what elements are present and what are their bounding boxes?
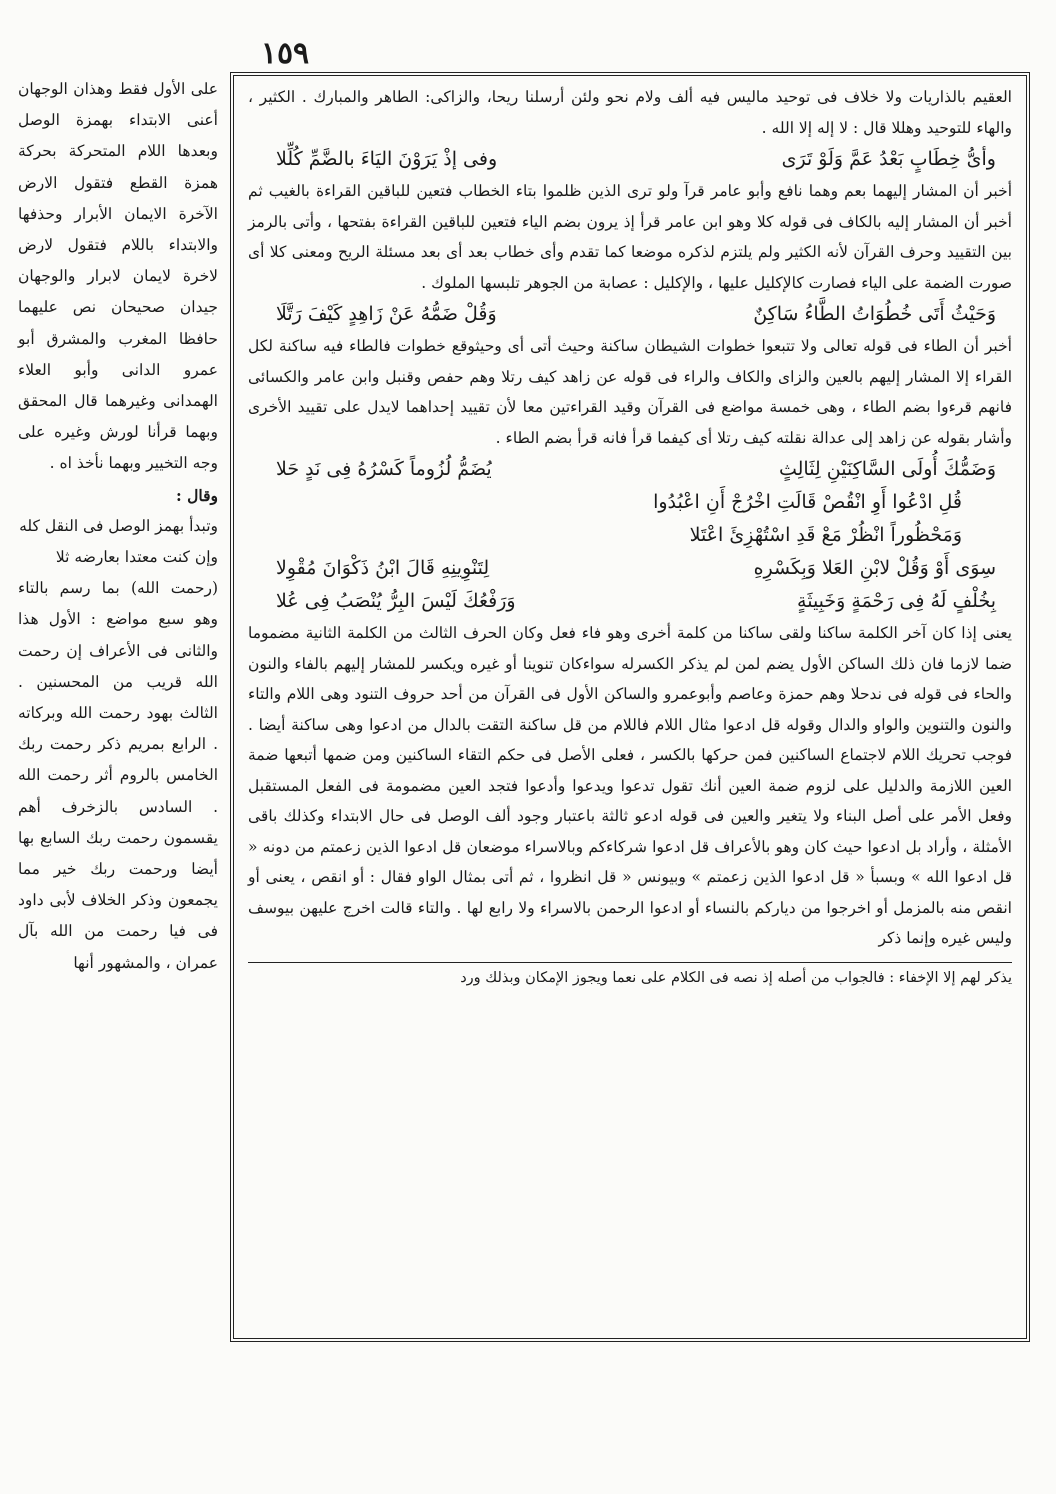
verse-hemistich-first: سِوَى أَوْ وَقُلْ لابْنِ العَلا وَبِكَسْرِهِ (753, 557, 996, 579)
body-paragraph: يعنى إذا كان آخر الكلمة ساكنا ولقى ساكنا من كلمة أخرى وهو فاء فعل وكان الحرف الثالث من الكلمة الثانية مضموما ضما لازما فان ذلك الساكن الأول يضم لمن لم يذكر الكسرله سواءكان تنوينا أو غيره ويكسر للمشار إليهم بالفاء والنون والحاء فى قوله فى ندحلا وهم حمزة وعاصم وأبوعمرو والساكن الأول فى القرآن من أحد حروف التنود وهى اللام والتاء والنون والتنوين والواو والدال وقوله قل ادعوا مثال اللام فاللام من قل ساكنة التقت بالدال من ادعوا وهى ساكنة أيضا . فوجب تحريك اللام لاجتماع الساكنين فمن حركها بالكسر ، فعلى الأصل فى حكم التقاء الساكنين ومن ضمها أتبعها ضمة العين اللازمة والدليل على لزوم ضمة العين أنك تقول تدعوا ويدعوا وأدعوا فتجد العين مضمومة فى الفعل المستقبل وفعل الأمر على أصل البناء ولا يتغير والعين فى قوله ادعو ثالثة باعتبار وجود ألف الوصل فى حال الابتداء وكذلك باقى الأمثلة ، وأراد بل ادعوا حيث كان وهو بالأعراف قل ادعوا شركاءكم وبالاسراء موضعان قل ادعوا الذين زعمتم من دونه « قل ادعوا الله » وبسبأ « قل ادعوا الذين زعمتم » وبيونس « قل انظروا ، ثم أتى بمثال الواو فقال : أو انقص ، يعنى أو انقص منه بالمزمل أو اخرجوا من دياركم بالنساء أو ادعوا الرحمن بالاسراء ولا رابع لها . والتاء قالت اخرج عليهن بيوسف وليس غيره وإنما ذكر (248, 624, 1012, 947)
main-text-frame (230, 72, 1030, 1342)
verse-hemistich-first: وَحَيْثُ أَتَى خُطُوَاتُ الطَّاءُ سَاكِنٌ (753, 303, 996, 325)
side-paragraph: على الأول فقط وهذان الوجهان أعنى الابتداء بهمزة الوصل وبعدها اللام المتحركة بحركة همزة القطع فتقول الارض الآخرة الايمان الأبرار وحذفها والابتداء باللام فتقول لارض لاخرة لايمان لابرار والوجهان جيدان صحيحان نص عليهما حافظا المغرب والمشرق أبو عمرو الدانى وأبو العلاء الهمدانى وغيرهما قال المحقق وبهما قرأنا لورش وغيره على وجه التخيير وبهما نأخذ اه . (18, 80, 218, 473)
side-verse: وإن كنت معتدا بعارضه ثلا (55, 548, 218, 567)
side-column (18, 74, 218, 979)
side-verse: وتبدأ بهمز الوصل فى النقل كله (19, 516, 218, 535)
side-paragraph: (رحمت الله) بما رسم بالتاء وهو سبع مواضع : الأول هذا والثانى فى الأعراف إن رحمت الله قريب من المحسنين . الثالث بهود رحمت الله وبركاته . الرابع بمريم ذكر رحمت ربك الخامس بالروم أثر رحمت الله . السادس بالزخرف أهم يقسمون رحمت ربك السابع بها أيضا ورحمت ربك خير مما يجمعون وذكر الخلاف لأبى داود فى فيا رحمت من الله بآل عمران ، والمشهور أنها (18, 579, 218, 972)
verse-line (248, 519, 1012, 552)
verse-hemistich-second: لِتَنْوِينِهِ قَالَ ابْنُ ذَكْوَانَ مُقْوِلا (276, 557, 490, 579)
verse-line (248, 298, 1012, 331)
verse-hemistich-second: وَقُلْ ضَمُّهُ عَنْ زَاهِدٍ كَيْفَ رَتَّلَا (276, 303, 497, 325)
verse-hemistich-first: بِخُلْفٍ لَهُ فِى رَحْمَةٍ وَخَبِيثَةٍ (797, 590, 996, 612)
verse-line (248, 486, 1012, 519)
side-label: وقال : (176, 485, 218, 505)
verse-hemistich-first: وَضَمُّكَ أُولَى السَّاكِنَيْنِ لِثَالِثٍ (778, 458, 996, 480)
body-paragraph: العقيم بالذاريات ولا خلاف فى توحيد ماليس فيه ألف ولام نحو ولئن أرسلنا ريحا، والزاكى: الطاهر والمبارك . الكثير ، والهاء للتوحيد وهللا قال : لا إله إلا الله . (248, 88, 1012, 137)
verse-hemistich-first: وَمَحْظُوراً انْظُرْ مَعْ قَدِ اسْتُهْزِئَ اعْتَلا (689, 524, 962, 546)
page-number: ١٥٩ (260, 36, 310, 71)
verse-hemistich-second: وَرَفْعُكَ لَيْسَ البِرُّ يُنْصَبُ فِى عُلا (276, 590, 516, 612)
body-paragraph: أخبر أن المشار إليهما بعم وهما نافع وأبو عامر قرآ ولو ترى الذين ظلموا بتاء الخطاب فتعين للباقين القراءة بالغيب ثم أخبر أن المشار إليه بالكاف فى قوله كلا وهو ابن عامر قرأ إذ يرون بضم الياء فتعين للباقين القراءة بفتحها ، وأتى بالرمز بين التقييد وحرف القرآن لأنه الكثير ولم يلتزم لذكره موضعا كما تقدم وأى خطاب بعد أى بعد مسئلة الريح ومعنى كلا أى صورت الضمة على الياء فصارت كالإكليل عليها ، والإكليل : عصابة من الجوهر تلبسها الملوك . (248, 182, 1012, 292)
verse-line (248, 585, 1012, 618)
verse-hemistich-first: قُلِ ادْعُوا أَوِ انْقُصْ قَالَتِ اخْرُجْ أَنِ اعْبُدُوا (653, 491, 962, 513)
verse-hemistich-first: وأىُّ خِطَابٍ بَعْدُ عَمَّ وَلَوْ تَرَى (781, 148, 996, 170)
verse-line (248, 143, 1012, 176)
footnote-separator (248, 962, 1012, 963)
body-paragraph: أخبر أن الطاء فى قوله تعالى ولا تتبعوا خطوات الشيطان ساكنة وحيث أتى أى وحيثوقع خطوات فالطاء فيه ساكنة لكل القراء إلا المشار إليهم بالعين والزاى والكاف والراء فى قوله عن زاهد كيف رتلا وهم حفص وقنبل وابن عامر والكسائى فانهم قرءوا بضم الطاء ، وهى خمسة مواضع فى القرآن وقيد القراءتين معا لأن تقييد إحداهما لايدل على تقييد الأخرى وأشار بقوله عن زاهد إلى عدالة نقلته كيف رتلا أى كيفما قرأ فانه قرأ بضم الطاء . (248, 337, 1012, 447)
verse-line (248, 552, 1012, 585)
verse-hemistich-second: يُضَمُّ لُزُوماً كَسْرُهُ فِى نَدٍ حَلا (276, 458, 492, 480)
verse-hemistich-second: وفى إذْ يَرَوْنَ اليَاءَ بالضَّمِّ كُلِّلا (276, 148, 498, 170)
verse-line (248, 453, 1012, 486)
main-text (248, 82, 1012, 991)
footnote: يذكر لهم إلا الإخفاء : فالجواب من أصله إذ نصه فى الكلام على نعما ويجوز الإمكان وبذلك ورد (460, 969, 1012, 986)
